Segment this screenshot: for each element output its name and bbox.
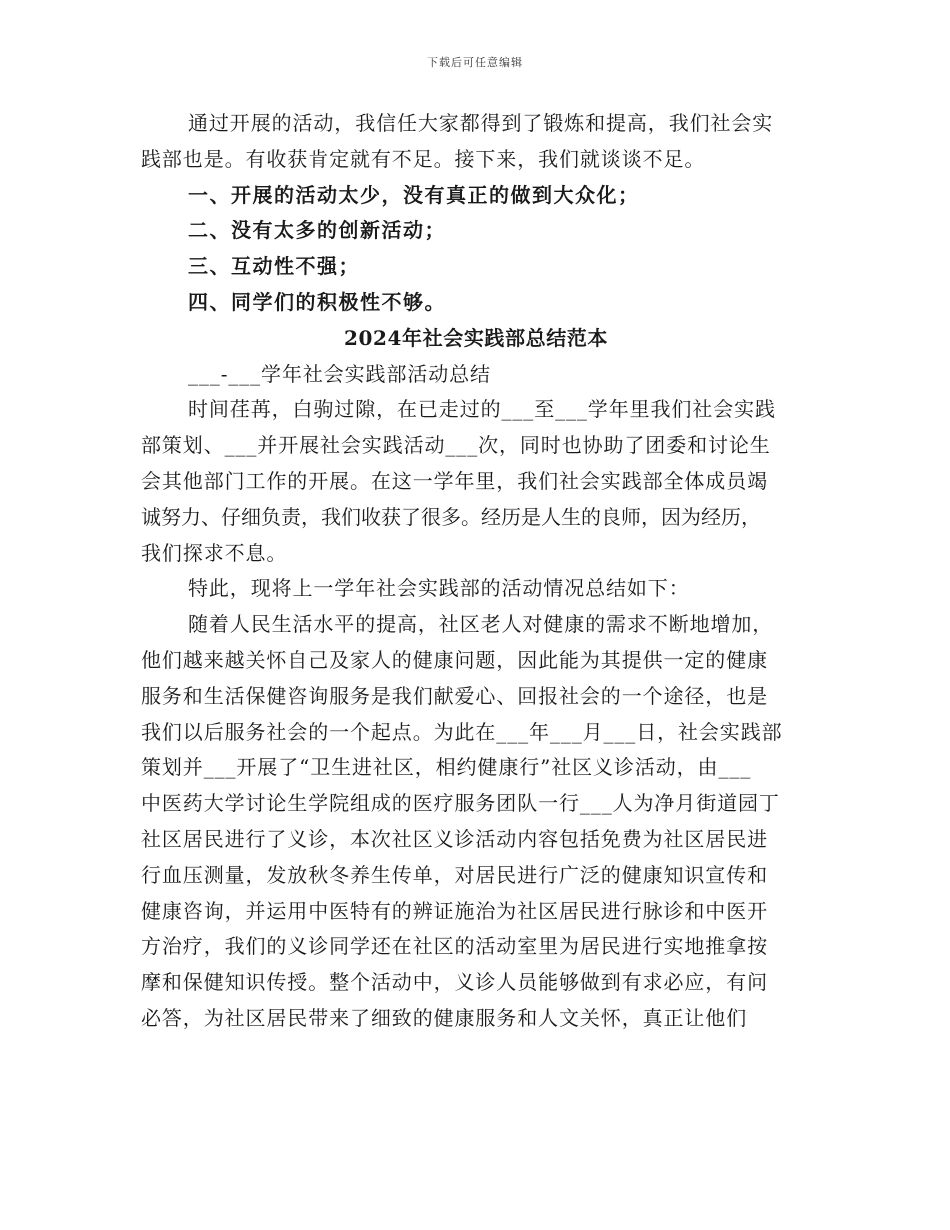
section-title: 2024年社会实践部总结范本 (343, 325, 609, 350)
list-item: 四、同学们的积极性不够。 (188, 289, 446, 314)
paragraph-line: 部策划、___并开展社会实践活动___次，同时也协助了团委和讨论生 (141, 433, 771, 458)
paragraph-line: 他们越来越关怀自己及家人的健康问题，因此能为其提供一定的健康 (141, 647, 768, 672)
paragraph-line: 特此，现将上一学年社会实践部的活动情况总结如下： (188, 576, 690, 601)
list-item: 二、没有太多的创新活动； (188, 218, 446, 243)
paragraph-line: 通过开展的活动，我信任大家都得到了锻炼和提高，我们社会实 (188, 111, 774, 135)
list-item: 三、互动性不强； (188, 254, 360, 279)
paragraph-line: 行血压测量，发放秋冬养生传单，对居民进行广泛的健康知识宣传和 (141, 862, 768, 887)
paragraph-line: 会其他部门工作的开展。在这一学年里，我们社会实践部全体成员竭 (141, 468, 768, 493)
document-body (141, 106, 811, 1037)
paragraph-line: 策划并___开展了“卫生进社区，相约健康行”社区义诊活动，由___ (141, 755, 752, 780)
paragraph-line: 我们以后服务社会的一个起点。为此在___年___月___日，社会实践部 (141, 719, 783, 744)
paragraph-line: 我们探求不息。 (141, 540, 288, 565)
paragraph-line: 健康咨询，并运用中医特有的辨证施治为社区居民进行脉诊和中医开 (141, 898, 768, 923)
paragraph-line: 社区居民进行了义诊，本次社区义诊活动内容包括免费为社区居民进 (141, 826, 768, 851)
paragraph-line: 中医药大学讨论生学院组成的医疗服务团队一行___人为净月街道园丁 (141, 791, 780, 816)
paragraph-line: 诚努力、仔细负责，我们收获了很多。经历是人生的良师，因为经历， (141, 504, 761, 529)
page-header: 下载后可任意编辑 (427, 56, 523, 69)
section-subtitle: ___-___学年社会实践部活动总结 (188, 361, 491, 386)
paragraph-line: 摩和保健知识传授。整个活动中，义诊人员能够做到有求必应，有问 (141, 970, 768, 995)
paragraph-line: 时间荏苒，白驹过隙，在已走过的___至___学年里我们社会实践 (188, 397, 776, 422)
paragraph-line: 方治疗，我们的义诊同学还在社区的活动室里为居民进行实地推拿按 (141, 934, 768, 959)
list-item: 一、开展的活动太少，没有真正的做到大众化； (188, 182, 640, 207)
paragraph-line: 随着人民生活水平的提高，社区老人对健康的需求不断地增加， (188, 612, 774, 637)
paragraph-line: 必答，为社区居民带来了细致的健康服务和人文关怀，真正让他们 (141, 1005, 748, 1030)
paragraph-line: 服务和生活保健咨询服务是我们献爱心、回报社会的一个途径，也是 (141, 683, 768, 708)
paragraph-line: 践部也是。有收获肯定就有不足。接下来，我们就谈谈不足。 (141, 146, 706, 171)
